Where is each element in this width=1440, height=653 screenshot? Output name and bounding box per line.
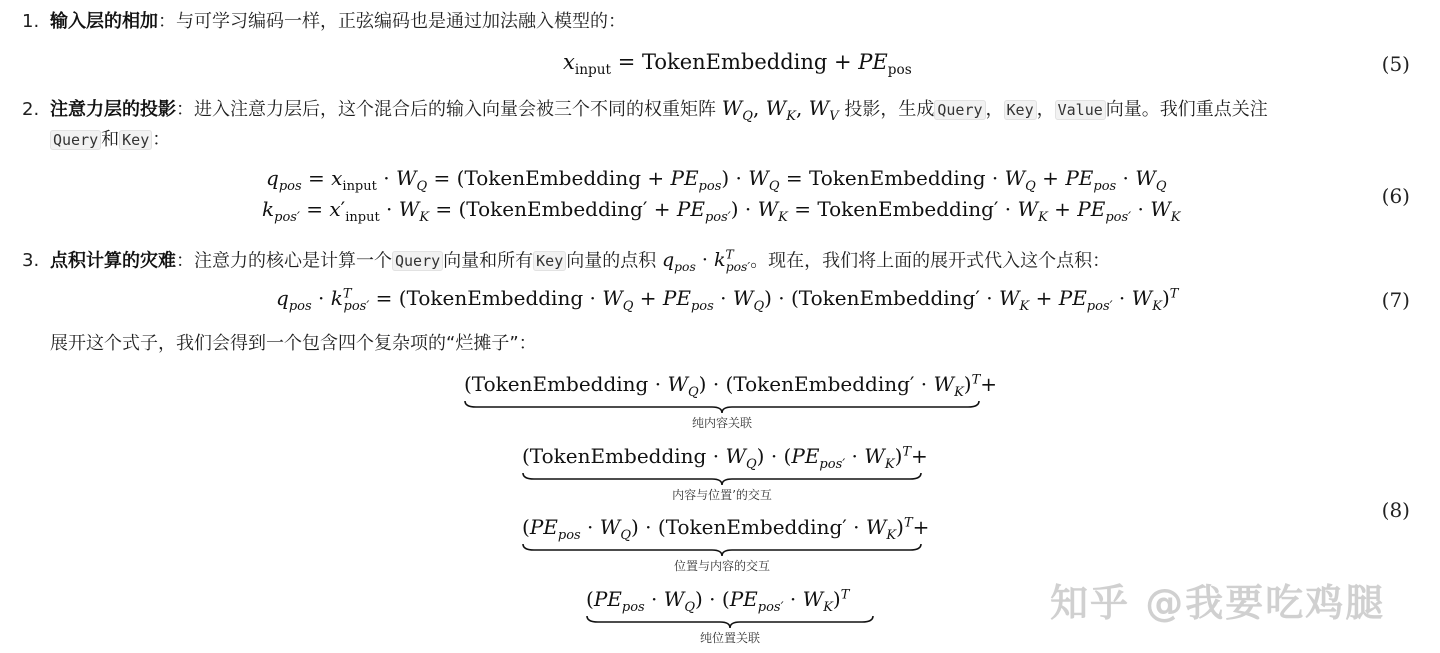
code-query: Query: [934, 100, 985, 120]
dot-product-expr: $q_{pos} \cdot k^T_{pos'}$: [661, 248, 751, 275]
item-title: 输入层的相加: [50, 11, 158, 32]
eq-sub: pos: [887, 62, 912, 79]
equation-number-8: (8): [1381, 498, 1410, 522]
term-expression: $(PE_{pos} \cdot W_Q) \cdot (PE_{pos'} \cdot W_K)^T$: [586, 587, 850, 615]
list-number: 3.: [22, 250, 40, 272]
code-query: Query: [50, 130, 101, 150]
term-position-content: [522, 515, 952, 574]
code-key: Key: [1004, 100, 1037, 120]
item-text: 向量的点积: [566, 250, 662, 272]
list-item-3: [22, 243, 1110, 279]
item-text: ：注意力的核心是计算一个: [176, 250, 392, 272]
eq-text: = TokenEmbedding +: [617, 50, 859, 74]
code-key: Key: [533, 251, 566, 271]
item-title: 点积计算的灾难: [50, 250, 176, 272]
item-text: 向量和所有: [443, 250, 534, 272]
item-text: 向量。我们重点关注: [1105, 99, 1268, 120]
item-text: 和: [101, 129, 120, 150]
list-number: 2.: [22, 99, 40, 120]
list-item-1: [22, 10, 626, 34]
underbrace-label: 纯内容关联: [691, 416, 752, 430]
equation-number-5: (5): [1381, 52, 1410, 76]
equation-number-6: (6): [1381, 184, 1410, 208]
item-text: ：进入注意力层后，这个混合后的输入向量会被三个不同的权重矩阵: [176, 99, 722, 120]
code-key: Key: [119, 130, 152, 150]
underbrace-label: 内容与位置’的交互: [672, 488, 772, 502]
equation-6-line-1: $q_{pos} = x_{input} \cdot W_Q$ = (TokenEmbedding + $PE_{pos}) \cdot W_Q$ = TokenEmbedding · $W_Q + PE_{pos} \cdot W_Q$: [266, 166, 1167, 194]
equation-number-7: (7): [1381, 288, 1410, 312]
equation-6-line-2: $k_{pos'} = x'_{input} \cdot W_K$ = (TokenEmbedding′ + $PE_{pos'}) \cdot W_K$ = TokenEmbedding′ · $W_K + PE_{pos'} \cdot W_K$: [262, 197, 1181, 225]
list-item-2-cont: [50, 128, 170, 152]
eq-var: x: [563, 50, 575, 74]
list-number: 1.: [22, 11, 40, 32]
underbrace-label: 位置与内容的交互: [673, 559, 770, 573]
item-text: 投影，生成: [838, 99, 935, 120]
underbrace-icon: [464, 400, 980, 414]
weight-matrices: $W_Q$, $W_K$, $W_V$: [721, 96, 839, 124]
item-text: ：与可学习编码一样，正弦编码也是通过加法融入模型的：: [158, 11, 626, 32]
expand-text: 展开这个式子，我们会得到一个包含四个复杂项的“烂摊子”：: [50, 333, 537, 354]
term-content-content: [464, 372, 1004, 431]
underbrace-label: 纯位置关联: [699, 631, 760, 645]
item-title: 注意力层的投影: [50, 99, 176, 120]
code-value: Value: [1055, 100, 1106, 120]
underbrace-icon: [522, 472, 922, 486]
item-text: ：: [152, 129, 171, 150]
term-position-position: [586, 587, 886, 646]
equation-5: [563, 50, 912, 78]
code-query: Query: [392, 251, 443, 271]
term-expression: $(PE_{pos} \cdot W_Q)$ · (TokenEmbedding′ · $W_K)^T+$: [522, 515, 930, 543]
underbrace-icon: [522, 543, 922, 557]
watermark: 知乎 @我要吃鸡腿: [1050, 581, 1386, 625]
term-expression: (TokenEmbedding · $W_Q) \cdot (PE_{pos'} \cdot W_K)^T+$: [522, 444, 928, 472]
eq-sub: input: [574, 62, 611, 79]
list-item-2: 2. 注意力层的投影：进入注意力层后，这个混合后的输入向量会被三个不同的权重矩阵 $W_Q$, $W_K$, $W_V$ 投影，生成 Query ， Key ， Value 向量。我们重点关注: [22, 96, 1268, 124]
underbrace-icon: [586, 615, 874, 629]
equation-7: $q_{pos} \cdot k^T_{pos'}$ = (TokenEmbedding · $W_Q + PE_{pos} \cdot W_Q$) · (TokenEmbedding′ · $W_K + PE_{pos'} \cdot W_K)^T$: [276, 286, 1179, 314]
term-expression: (TokenEmbedding · $W_Q$) · (TokenEmbedding′ · $W_K)^T+$: [464, 372, 998, 400]
item-text: 。现在，我们将上面的展开式代入这个点积：: [750, 250, 1111, 272]
term-content-position: [522, 444, 952, 503]
eq-var: PE: [858, 50, 888, 74]
